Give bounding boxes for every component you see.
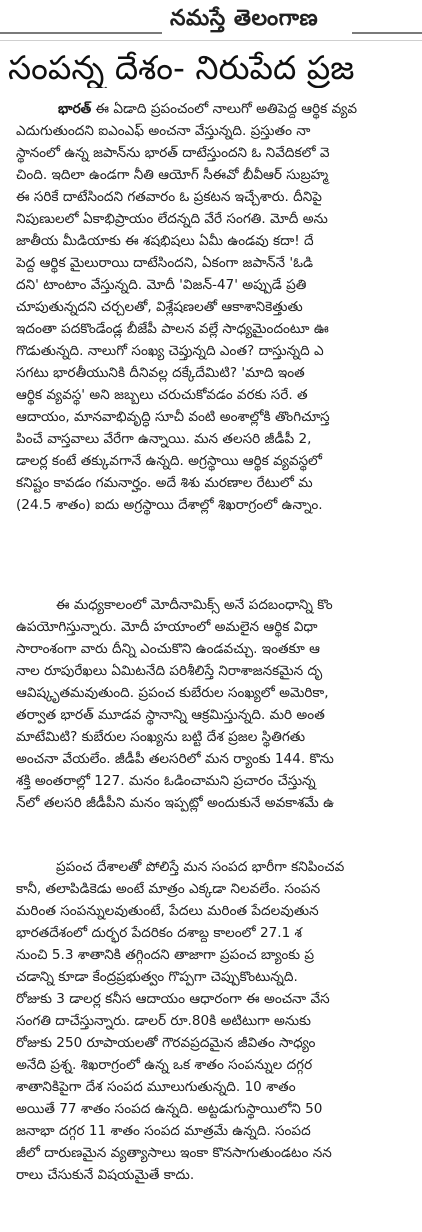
article-line <box>16 988 422 1010</box>
article-line-text: కనిష్టం కావడం గమనార్హం. అదే శిశు మరణాల రేటులో మ <box>16 475 313 491</box>
article-line <box>16 98 422 120</box>
article-line-text: డాలర్ల కంటే తక్కువగానే ఉన్నది. అగ్రస్థాయి ఆర్థిక వ్యవస్థలో <box>16 453 323 469</box>
article-line-text: చూపుతున్నదని చర్చలతో, విశ్లేషణలతో ఆకాశానికెత్తుతు <box>16 299 303 315</box>
masthead <box>0 0 422 41</box>
article-line <box>16 494 422 516</box>
article-line-text: పెద్ద ఆర్థిక మైలురాయి దాటేసిందని, ఏకంగా జపాన్‌నే 'ఓడి <box>16 255 314 271</box>
article-line-text: కానీ, తలాపిడికెడు అంటే మాత్రం ఎక్కడా నిలవలేం. సంపన <box>16 881 321 897</box>
article-line-text: ఎదుగుతుందని ఐఎంఎఫ్ అంచనా వేస్తున్నది. ప్రస్తుతం నా <box>16 123 311 139</box>
article-line-text: దని' టాంటాం వేస్తున్నది. మోదీ 'విజన్-47' అప్పుడే ప్రతి <box>16 277 307 293</box>
article-line-text: ఈ ఏడాది ప్రపంచంలో నాలుగో అతిపెద్ద ఆర్థిక వ్యవ <box>91 101 358 117</box>
article-line <box>16 900 422 922</box>
article-line-text: సారాంశంగా వారు దీన్ని ఎంచుకొని ఉండవచ్చు. ఇంతకూ ఆ <box>16 641 320 657</box>
article-line <box>16 966 422 988</box>
article-line-text: నాల రూపురేఖలు ఏమిటనేది పరిశీలిస్తే నిరాశాజనకమైన దృ <box>16 663 323 679</box>
article-line-text: నుంచి 5.3 శాతానికి తగ్గిందని తాజాగా ప్రపంచ బ్యాంకు ప్ర <box>16 947 315 963</box>
article-line <box>16 1010 422 1032</box>
article-line <box>16 1164 422 1186</box>
article-line <box>16 616 422 638</box>
article-line-text: సగటు భారతీయునికి దీనివల్ల దక్కేదేమిటి? 'మాది ఇంత <box>16 365 305 381</box>
article-line-text: శాతానికిపైగా దేశ సంపద మూలుగుతున్నది. 10 శాతం <box>16 1079 296 1095</box>
article-line-text: అయితే 77 శాతం సంపద ఉన్నది. అట్టడుగుస్థాయిలోని 50 <box>16 1101 323 1117</box>
article-line <box>16 472 422 494</box>
article-paragraph-1 <box>16 98 422 516</box>
article-line-text: చడాన్ని కూడా కేంద్రప్రభుత్వం గొప్పగా చెప్పుకొంటున్నది. <box>16 969 298 985</box>
article-line-text: రోజుకు 250 రూపాయలతో గౌరవప్రదమైన జీవితం సాధ్యం <box>16 1035 316 1051</box>
article-line <box>16 878 422 900</box>
article-line <box>16 594 422 616</box>
article-line <box>16 638 422 660</box>
article-lead-word: భారత్ <box>58 101 92 117</box>
article-line-text: (24.5 శాతం) ఐదు అగ్రస్థాయి దేశాల్లో శిఖరాగ్రంలో ఉన్నాం. <box>16 497 323 513</box>
article-line <box>16 1142 422 1164</box>
masthead-rule-left <box>0 32 162 34</box>
article-line <box>16 792 422 814</box>
article-line <box>16 1120 422 1142</box>
article-line <box>16 340 422 362</box>
article-line <box>16 296 422 318</box>
article-line <box>16 726 422 748</box>
article-line <box>16 142 422 164</box>
article-paragraph-3 <box>16 856 422 1186</box>
article-line <box>16 1032 422 1054</box>
article-paragraph-2 <box>16 594 422 814</box>
article-line <box>16 660 422 682</box>
article-line <box>16 1098 422 1120</box>
article-line-text: జీలో దారుణమైన వ్యత్యాసాలు ఇంకా కొనసాగుతుండటం నన <box>16 1145 332 1161</box>
article-line-text: రాలు చేసుకునే విషయమైతే కాదు. <box>16 1167 195 1183</box>
article-line <box>16 384 422 406</box>
article-line-text: చింది. ఇదిలా ఉండగా నీతి ఆయోగ్ సీఈవో బీవీఆర్ సుబ్రహ్మ <box>16 167 329 183</box>
article-line-text: అనేది ప్రశ్న. శిఖరాగ్రంలో ఉన్న ఒక శాతం సంపన్నుల దగ్గర <box>16 1057 313 1073</box>
article-line <box>16 682 422 704</box>
article-line <box>16 274 422 296</box>
article-line-text: ఆదాయం, మానవాభివృద్ధి సూచీ వంటి అంశాల్లోకి తొంగిచూస్త <box>16 409 330 425</box>
newspaper-name: నమస్తే తెలంగాణ <box>170 6 319 31</box>
article-line <box>16 704 422 726</box>
article-line <box>16 450 422 472</box>
article-line <box>16 1054 422 1076</box>
article-line-text: శక్తి అంతరాల్లో 127. మనం ఓడించామని ప్రచారం చేస్తున్న <box>16 773 316 789</box>
article-line <box>16 406 422 428</box>
article-line-text: ఈ సరికే దాటేసిందని గతవారం ఓ ప్రకటన ఇచ్చేశారు. దీనిపై <box>16 189 322 205</box>
article-line-text: సంగతి దాచేస్తున్నారు. డాలర్ రూ.80కి అటిటుగా అనుకు <box>16 1013 311 1029</box>
article-line-text: మాటేమిటి? కుబేరుల సంఖ్యను బట్టి దేశ ప్రజల స్థితిగతు <box>16 729 306 745</box>
article-line <box>16 770 422 792</box>
article-line-text: ఆవిష్కృతమవుతుంది. ప్రపంచ కుబేరుల సంఖ్యలో అమెరికా, <box>16 685 329 701</box>
article-line-text: జాతీయ మీడియాకు ఈ శషభిషలు ఏమీ ఉండవు కదా! దే <box>16 233 314 249</box>
article-line <box>16 362 422 384</box>
article-line-text: తర్వాత భారత్ మూడవ స్థానాన్ని ఆక్రమిస్తున్నది. మరి అంత <box>16 707 325 723</box>
article-line-text: అంచనా వేయలేం. జీడీపీ తలసరిలో మన ర్యాంకు 144. కొను <box>16 751 334 767</box>
article-line <box>16 1076 422 1098</box>
article-line-text: ప్రపంచ దేశాలతో పోలిస్తే మన సంపద భారీగా కనిపించవ <box>56 859 345 875</box>
article-line-text: న్‌లో తలసరి జీడీపీని మనం ఇప్పట్లో అందుకునే అవకాశమే ఉ <box>16 795 334 811</box>
article-line-text: ఇదంతా పదకొండేండ్ల బీజేపీ పాలన వల్లే సాధ్యమైందంటూ ఊ <box>16 321 329 337</box>
article-line-text: భారతదేశంలో దుర్భర పేదరికం దశాబ్ద కాలంలో 27.1 శ <box>16 925 303 941</box>
article-line <box>16 856 422 878</box>
article-line <box>16 186 422 208</box>
article-line <box>16 428 422 450</box>
article-line-text: ఉపయోగిస్తున్నారు. మోదీ హయాంలో అమలైన ఆర్థిక విధా <box>16 619 318 635</box>
article-line <box>16 922 422 944</box>
article-line-text: పించే వాస్తవాలు వేరేగా ఉన్నాయి. మన తలసరి జీడీపీ 2, <box>16 431 312 447</box>
article-line-text: ఈ మధ్యకాలంలో మోదీనామిక్స్ అనే పదబంధాన్ని కొం <box>56 597 333 613</box>
article-line <box>16 120 422 142</box>
article-line <box>16 230 422 252</box>
article-line <box>16 318 422 340</box>
article-line <box>16 164 422 186</box>
headline: సంపన్న దేశం- నిరుపేద ప్రజ <box>8 48 355 87</box>
article-line-text: జనాభా దగ్గర 11 శాతం సంపద మాత్రమే ఉన్నది. సంపద <box>16 1123 311 1139</box>
article-line-text: ఆర్థిక వ్యవస్థ' అని జబ్బలు చరుచుకోవడం వరకు సరే. త <box>16 387 308 403</box>
article-line-text: రోజుకు 3 డాలర్ల కనీస ఆదాయం ఆధారంగా ఈ అంచనా వేస <box>16 991 330 1007</box>
article-line-text: స్థానంలో ఉన్న జపాన్‌ను భారత్ దాటేస్తుందని ఓ నివేదికలో వె <box>16 145 330 161</box>
article-line-text: మరింత సంపన్నులవుతుంటే, పేదలు మరింత పేదలవుతున <box>16 903 319 919</box>
article-line <box>16 252 422 274</box>
article-line <box>16 748 422 770</box>
article-line <box>16 208 422 230</box>
article-line <box>16 944 422 966</box>
article-line-text: నిపుణులలో ఏకాభిప్రాయం లేదన్నది వేరే సంగతి. మోదీ అను <box>16 211 328 227</box>
masthead-rule-right <box>352 32 422 34</box>
article-line-text: గొడుతున్నది. నాలుగో సంఖ్య చెప్తున్నది ఎంత? దాస్తున్నది ఎ <box>16 343 324 359</box>
